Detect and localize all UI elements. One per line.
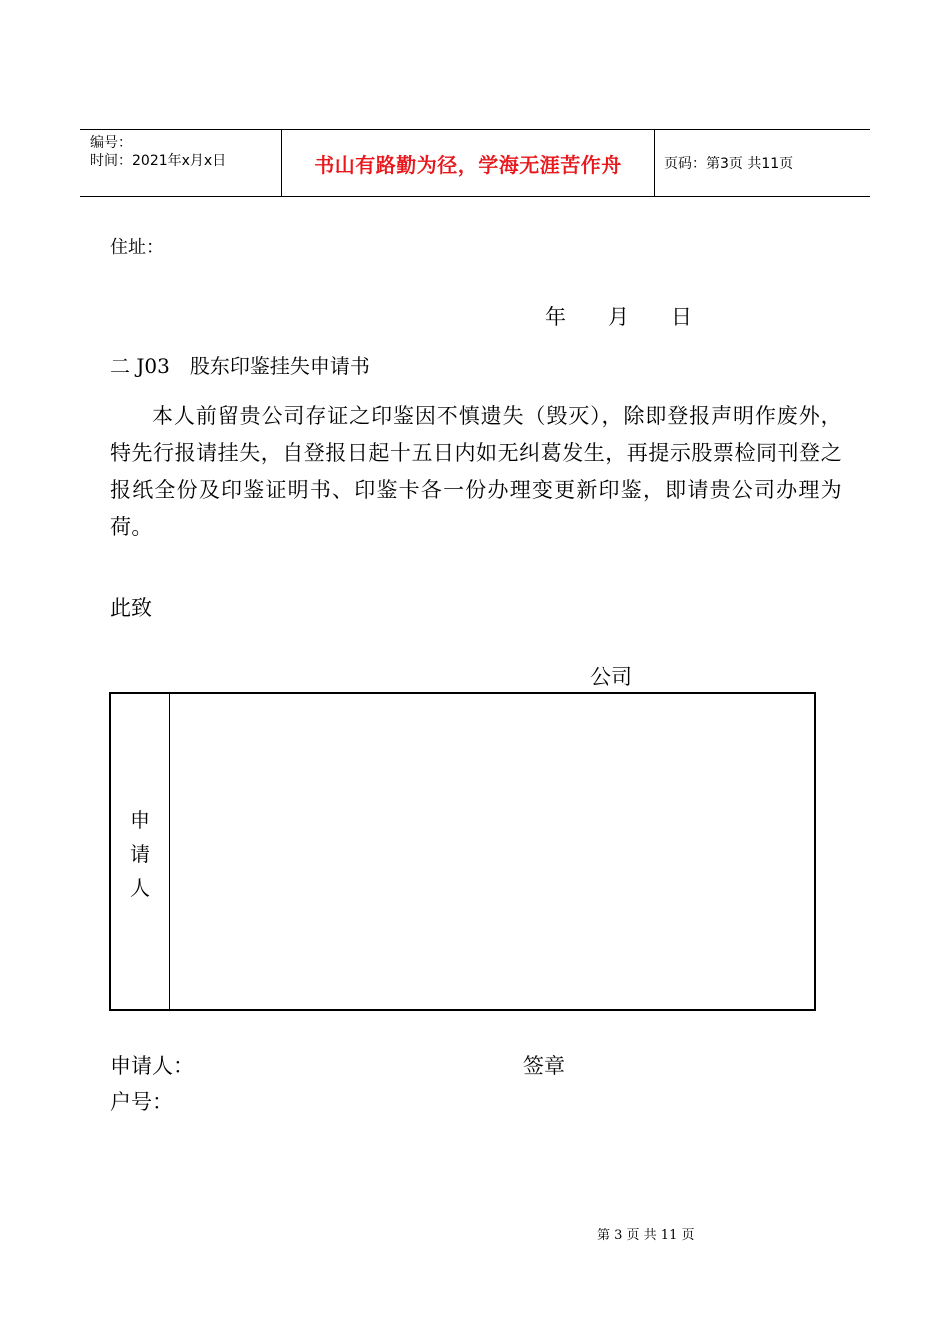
- applicant-form-box: [109, 692, 816, 1011]
- seal-label: 签章: [523, 1054, 565, 1078]
- page-footer: 第 3 页 共 11 页: [597, 1228, 695, 1243]
- header-meta: [80, 130, 281, 196]
- page-header: [80, 129, 870, 197]
- header-time-label: 时间：2021年x月x日: [90, 153, 227, 169]
- header-number-label: 编号：: [90, 135, 132, 151]
- header-page-info: 页码：第3页 共11页: [664, 156, 794, 172]
- address-label: 住址：: [110, 237, 164, 258]
- header-motto: 书山有路勤为径，学海无涯苦作舟: [314, 152, 622, 177]
- applicant-label-column: [111, 694, 169, 1009]
- applicant-label-char-3: 人: [130, 876, 150, 900]
- section-title: 二 J03 股东印鉴挂失申请书: [110, 354, 370, 378]
- header-divider-2: [654, 130, 655, 196]
- applicant-input-area[interactable]: [170, 694, 814, 1009]
- account-label: 户号：: [110, 1090, 173, 1114]
- applicant-label-char-1: 申: [130, 808, 150, 832]
- salutation: 此致: [110, 596, 152, 620]
- applicant-label: 申请人：: [110, 1054, 194, 1078]
- request-paragraph: 本人前留贵公司存证之印鉴因不慎遗失（毁灭），除即登报声明作废外，特先行报请挂失，自登报日起十五日内如无纠葛发生，再提示股票检同刊登之报纸全份及印鉴证明书、印鉴卡各一份办理变更新印鉴，即请贵公司办理为荷。: [110, 404, 842, 539]
- company-label: 公司: [590, 665, 632, 689]
- date-line: 年 月 日: [545, 305, 692, 329]
- applicant-label-char-2: 请: [130, 842, 150, 866]
